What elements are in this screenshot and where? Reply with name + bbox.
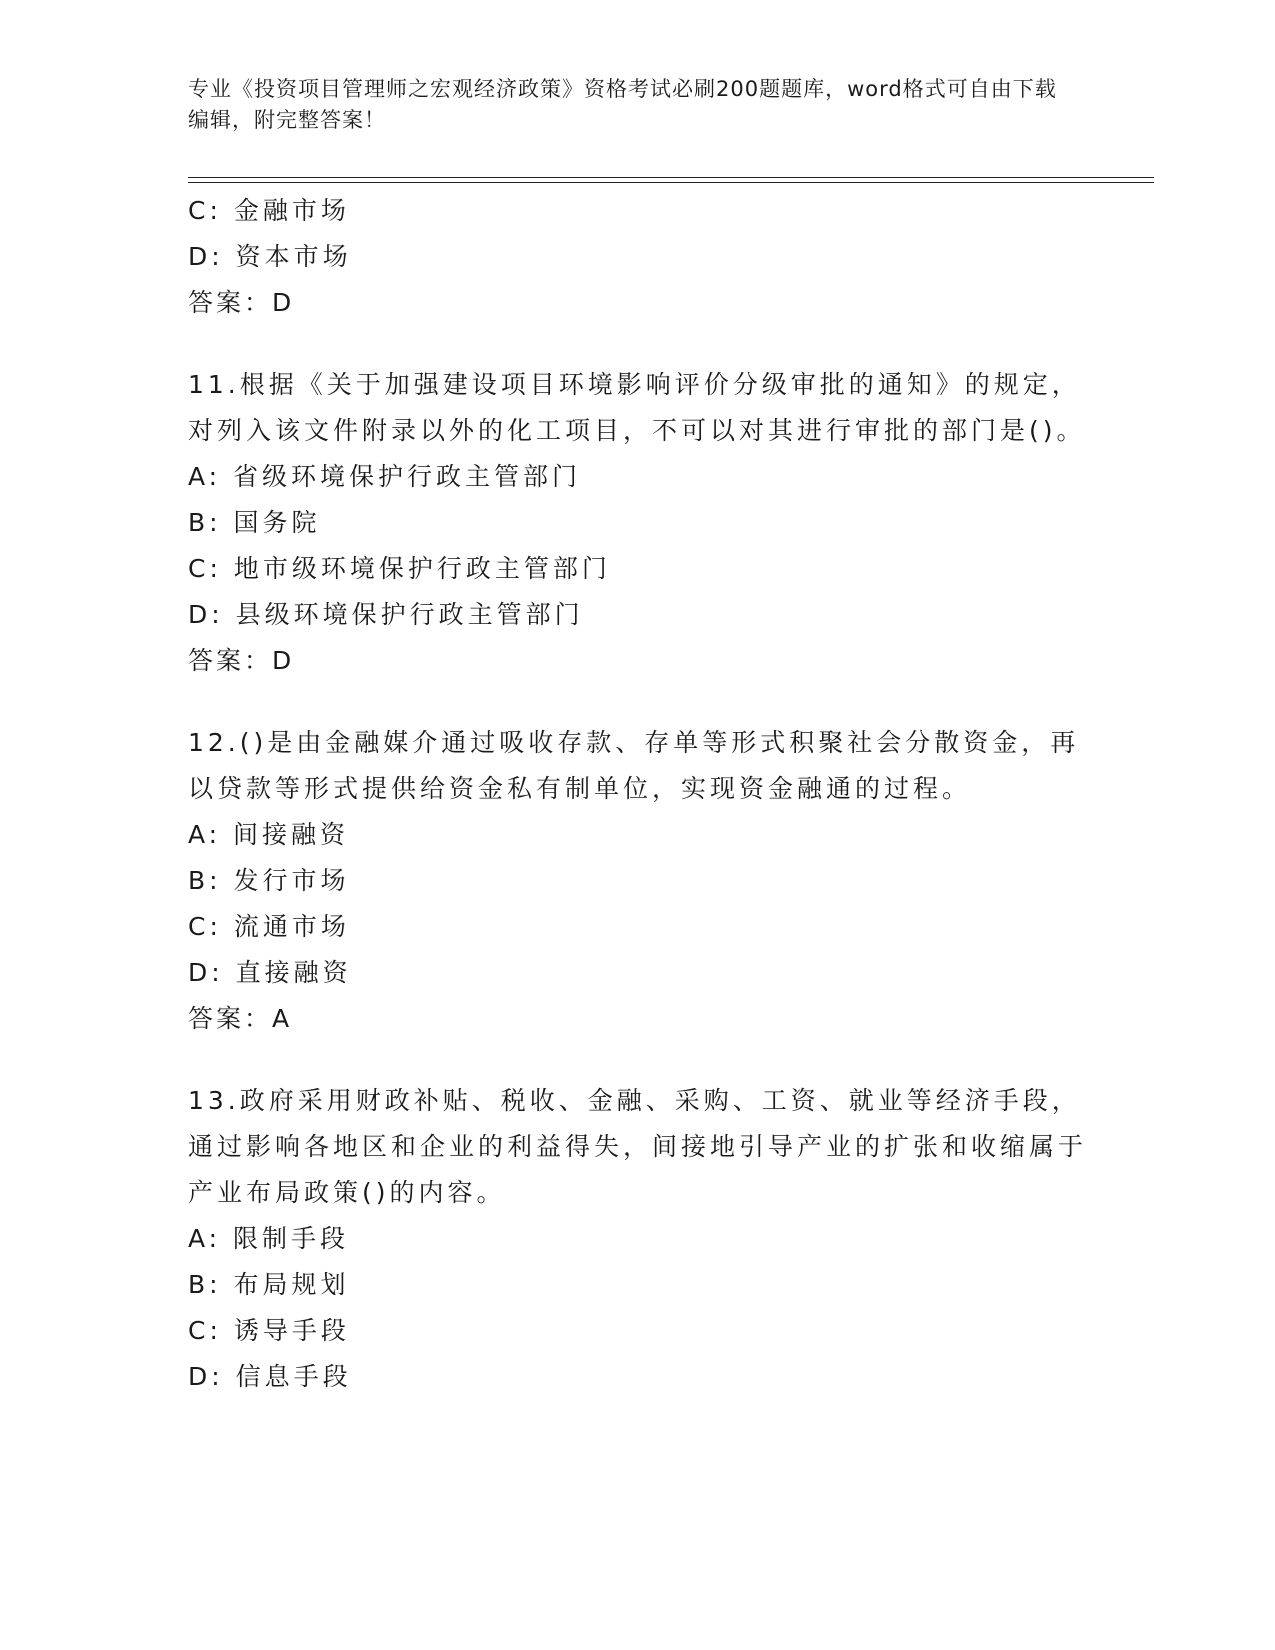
answer-line: 答案：D bbox=[188, 288, 295, 317]
option-text: 限制手段 bbox=[233, 1224, 350, 1253]
option-c bbox=[188, 904, 1088, 950]
spacer bbox=[188, 684, 1088, 720]
option-b bbox=[188, 858, 1088, 904]
option-label: C: bbox=[188, 1316, 222, 1345]
option-text: 直接融资 bbox=[235, 958, 352, 987]
spacer bbox=[188, 326, 1088, 362]
option-text: 省级环境保护行政主管部门 bbox=[233, 462, 582, 491]
option-a bbox=[188, 1216, 1088, 1262]
option-c bbox=[188, 546, 1088, 592]
option-text: 信息手段 bbox=[235, 1362, 352, 1391]
option-text: 国务院 bbox=[233, 508, 321, 537]
option-a bbox=[188, 812, 1088, 858]
option-label: D: bbox=[188, 958, 224, 987]
answer-line: 答案：D bbox=[188, 646, 295, 675]
option-text: 布局规划 bbox=[233, 1270, 350, 1299]
header-divider-thin bbox=[188, 182, 1154, 183]
option-label: B: bbox=[188, 508, 222, 537]
previous-question-tail bbox=[188, 188, 1088, 326]
option-label: A: bbox=[188, 462, 222, 491]
option-b bbox=[188, 1262, 1088, 1308]
option-text: 金融市场 bbox=[233, 196, 350, 225]
option-text: 资本市场 bbox=[235, 242, 352, 271]
option-label: A: bbox=[188, 820, 222, 849]
question-content bbox=[188, 188, 1088, 1400]
option-d bbox=[188, 592, 1088, 638]
option-text: 流通市场 bbox=[233, 912, 350, 941]
option-a bbox=[188, 454, 1088, 500]
page-header bbox=[188, 74, 1068, 136]
option-label: B: bbox=[188, 1270, 222, 1299]
spacer bbox=[188, 1042, 1088, 1078]
option-label: A: bbox=[188, 1224, 222, 1253]
answer-line: 答案：A bbox=[188, 1004, 293, 1033]
option-label: C: bbox=[188, 912, 222, 941]
option-label: D: bbox=[188, 600, 224, 629]
option-label: B: bbox=[188, 866, 222, 895]
header-title: 专业《投资项目管理师之宏观经济政策》资格考试必刷200题题库，word格式可自由下载编辑，附完整答案！ bbox=[188, 77, 1057, 132]
option-d bbox=[188, 234, 1088, 280]
option-text: 间接融资 bbox=[233, 820, 350, 849]
option-text: 县级环境保护行政主管部门 bbox=[235, 600, 584, 629]
option-text: 发行市场 bbox=[233, 866, 350, 895]
question-11 bbox=[188, 362, 1088, 684]
option-c bbox=[188, 188, 1088, 234]
option-label: C: bbox=[188, 554, 222, 583]
question-stem: 12.()是由金融媒介通过吸收存款、存单等形式积聚社会分散资金，再以贷款等形式提供给资金私有制单位，实现资金融通的过程。 bbox=[188, 728, 1080, 803]
option-label: C: bbox=[188, 196, 222, 225]
question-13 bbox=[188, 1078, 1088, 1400]
question-stem: 13.政府采用财政补贴、税收、金融、采购、工资、就业等经济手段，通过影响各地区和企业的利益得失，间接地引导产业的扩张和收缩属于产业布局政策()的内容。 bbox=[188, 1086, 1088, 1207]
option-text: 地市级环境保护行政主管部门 bbox=[233, 554, 611, 583]
option-label: D: bbox=[188, 242, 224, 271]
option-d bbox=[188, 1354, 1088, 1400]
option-text: 诱导手段 bbox=[233, 1316, 350, 1345]
header-divider-thick bbox=[188, 177, 1154, 178]
question-12 bbox=[188, 720, 1088, 1042]
option-b bbox=[188, 500, 1088, 546]
question-stem: 11.根据《关于加强建设项目环境影响评价分级审批的通知》的规定，对列入该文件附录以外的化工项目，不可以对其进行审批的部门是()。 bbox=[188, 370, 1086, 445]
option-d bbox=[188, 950, 1088, 996]
option-c bbox=[188, 1308, 1088, 1354]
option-label: D: bbox=[188, 1362, 224, 1391]
